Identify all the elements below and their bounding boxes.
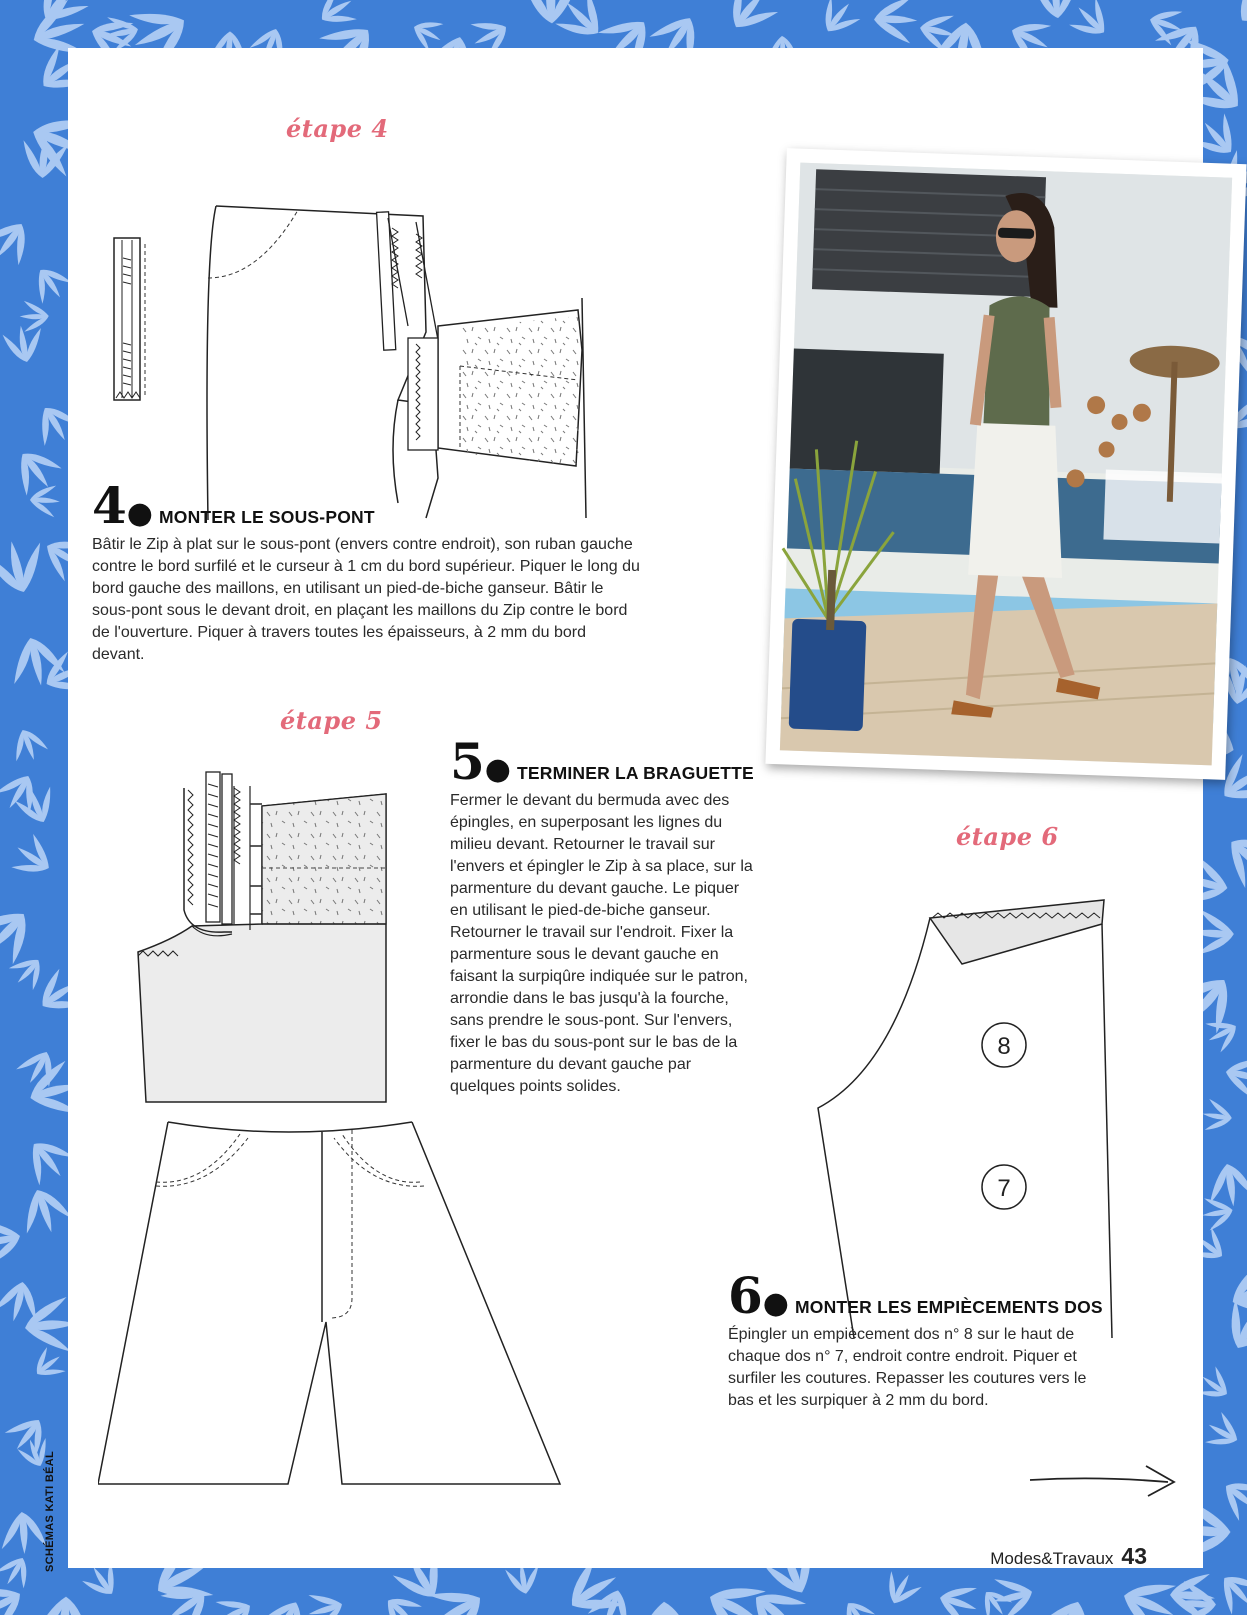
piece-8-number: 8 [997, 1033, 1011, 1060]
step4-bullet: ● [126, 496, 153, 531]
step4-body: Bâtir le Zip à plat sur le sous-pont (envers contre endroit), son ruban gauche contre le bord surfilé et le curseur à 1 cm du bord supérieur. Piquer le long du bord gauche des maillons, en utilisant un pied-de-biche ganseur. Bâtir le sous-pont sous le devant droit, en plaçant les maillons du Zip contre le bord de l'ouverture. Piquer à travers toutes les épaisseurs, à 2 mm du bord devant. [92, 536, 640, 663]
step5-title: TERMINER LA BRAGUETTE [516, 763, 754, 783]
step6-label: étape 6 [956, 822, 1059, 851]
step5-body: Fermer le devant du bermuda avec des épingles, en superposant les lignes du milieu devant. Retourner le travail sur l'envers et épingler le Zip à sa place, sur la parmenture du devant gauche. Le piquer en utilisant le pied-de-biche ganseur. Retourner le travail sur l'endroit. Fixer la parmenture sous le devant gauche en faisant la surpiqûre indiquée sur le patron, arrondie dans le bas jusqu'à la fourche, sans prendre le sous-pont. Sur l'envers, fixer le bas du sous-pont sur le bas de la parmenture du devant gauche par quelques points solides. [450, 792, 753, 1095]
page-sheet [68, 48, 1203, 1568]
step4-label: étape 4 [286, 114, 389, 143]
step6-bullet: ● [762, 1286, 789, 1321]
step5-number: 5 [450, 732, 485, 791]
page-number: 43 [1121, 1543, 1147, 1569]
step4-title: MONTER LE SOUS-PONT [158, 507, 375, 527]
step5-label: étape 5 [280, 706, 383, 735]
model-photo [765, 148, 1246, 780]
step5-diagram [132, 764, 462, 1104]
step6-title: MONTER LES EMPIÈCEMENTS DOS [794, 1297, 1103, 1317]
credit-text: SCHÉMAS KATI BÉAL [44, 1450, 56, 1572]
step6-number: 6 [728, 1266, 763, 1325]
piece-7-number: 7 [997, 1175, 1011, 1202]
page-footer [990, 1543, 1147, 1570]
arrow-right-icon [1028, 1460, 1180, 1500]
magazine-name: Modes&Travaux [990, 1549, 1114, 1568]
shorts-front-drawing [98, 1108, 578, 1548]
step6-body: Épingler un empiècement dos n° 8 sur le haut de chaque dos n° 7, endroit contre endroit. Piquer et surfiler les coutures. Repasser les coutures vers le bas et les surpiquer à 2 mm du bord. [728, 1326, 1087, 1409]
step4-number: 4 [92, 476, 127, 535]
step4-diagram [108, 148, 628, 533]
step5-bullet: ● [484, 752, 511, 787]
